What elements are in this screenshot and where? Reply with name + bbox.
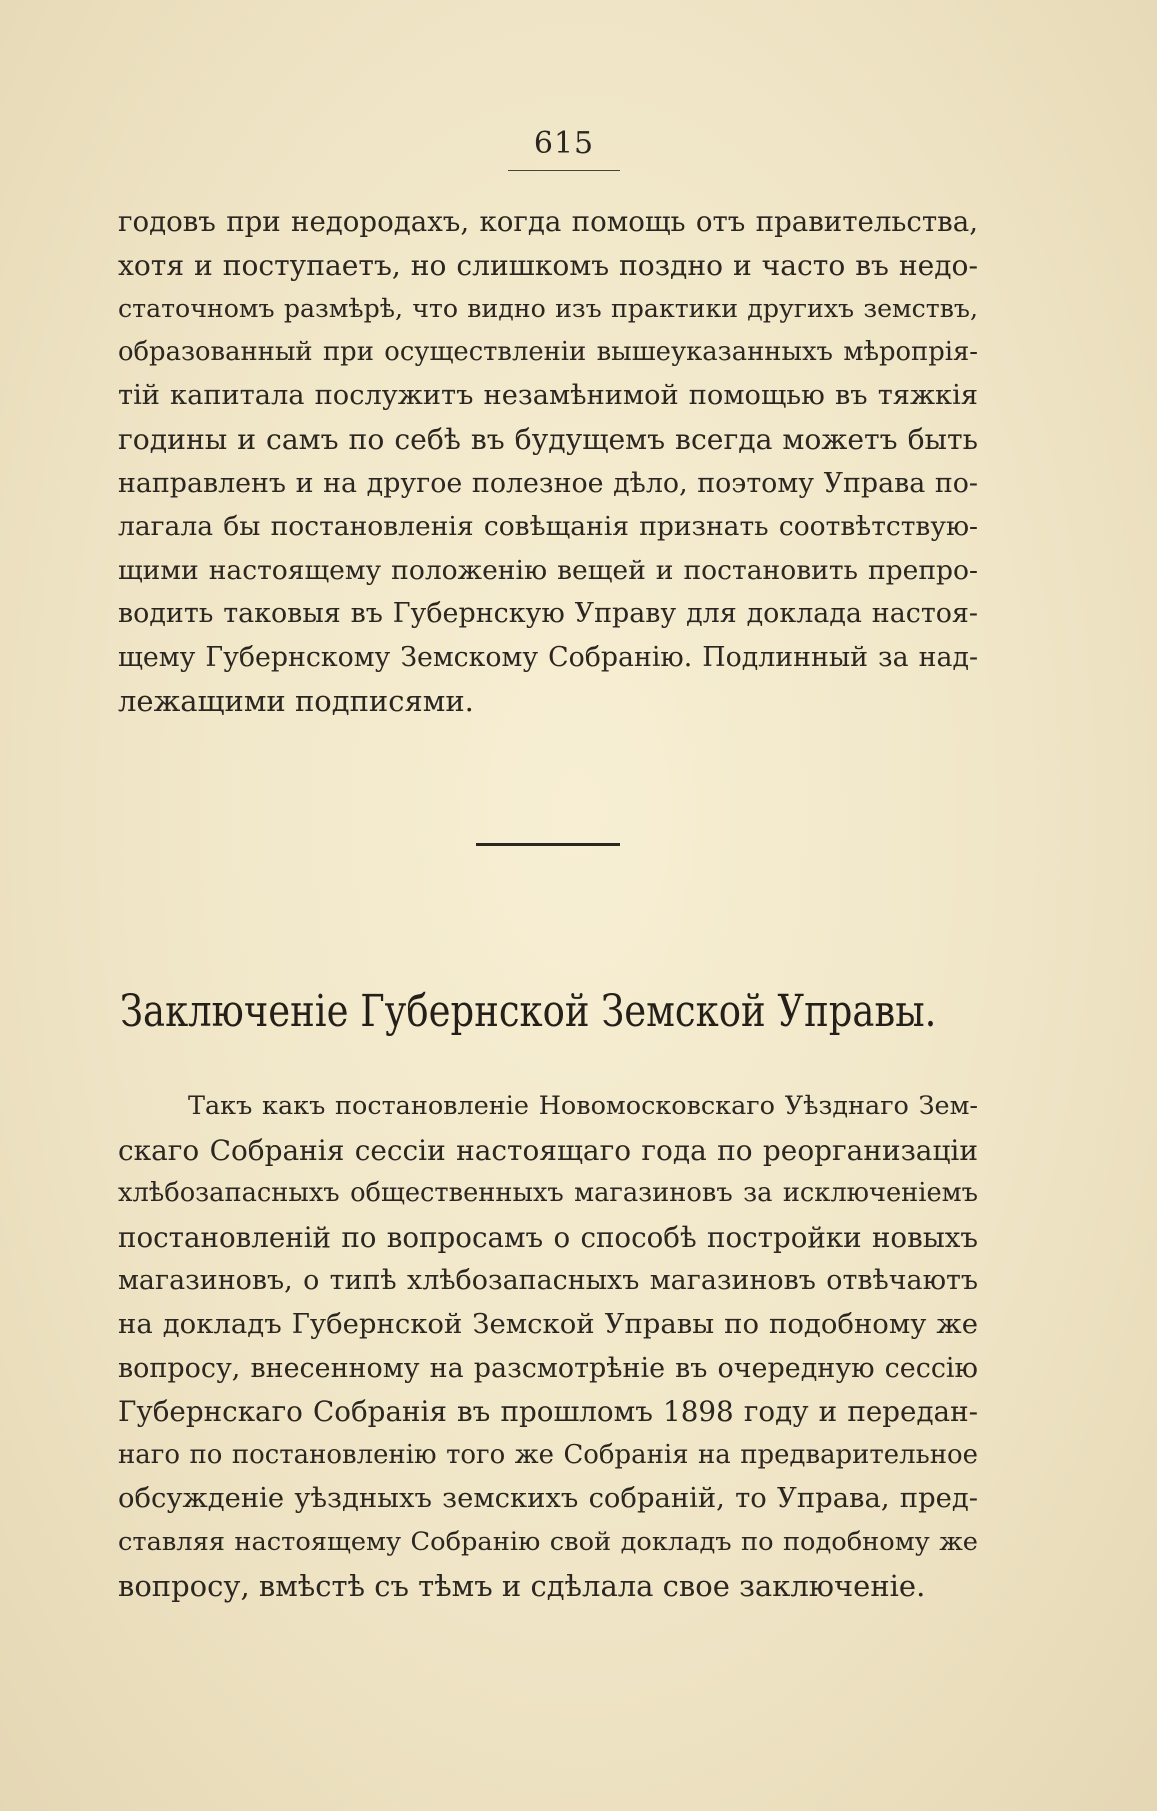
text-line: хлѣбозапасныхъ общественныхъ магазиновъ за исключеніемъ	[118, 1178, 978, 1209]
text-line: Такъ какъ постановленіе Новомосковскаго Уѣзднаго Зем-	[188, 1091, 978, 1121]
section-heading: Заключеніе Губернской Земской Управы.	[120, 986, 937, 1037]
text-line: водить таковыя въ Губернскую Управу для доклада настоя-	[118, 598, 978, 630]
page-number-underline	[508, 170, 620, 171]
text-line: на докладъ Губернской Земской Управы по подобному же	[118, 1307, 978, 1340]
text-line: хотя и поступаетъ, но слишкомъ поздно и часто въ недо-	[118, 248, 978, 282]
text-line: статочномъ размѣрѣ, что видно изъ практики другихъ земствъ,	[118, 294, 978, 324]
text-line: вопросу, вмѣстѣ съ тѣмъ и сдѣлала свое заключеніе.	[118, 1568, 926, 1603]
text-line: щими настоящему положенію вещей и постановить препро-	[118, 554, 978, 586]
text-line: годовъ при недородахъ, когда помощь отъ правительства,	[118, 205, 978, 238]
section-divider	[476, 843, 620, 846]
text-line: лагала бы постановленія совѣщанія признать соотвѣтствую-	[118, 511, 978, 543]
text-line: наго по постановленію того же Собранія на предварительное	[118, 1439, 978, 1470]
text-line: вопросу, внесенному на разсмотрѣніе въ очередную сессію	[118, 1352, 978, 1384]
text-line: постановленій по вопросамъ о способѣ постройки новыхъ	[118, 1220, 978, 1254]
paragraph	[118, 200, 978, 723]
text-line: направленъ и на другое полезное дѣло, поэтому Управа по-	[118, 467, 978, 499]
text-line: годины и самъ по себѣ въ будущемъ всегда можетъ быть	[118, 422, 978, 456]
page-number: 615	[533, 126, 595, 161]
body-text-section-2	[118, 1085, 978, 1608]
text-line: щему Губернскому Земскому Собранію. Подлинный за над-	[118, 641, 978, 673]
text-line: магазиновъ, о типѣ хлѣбозапасныхъ магазиновъ отвѣчаютъ	[118, 1265, 978, 1297]
text-line: обсужденіе уѣздныхъ земскихъ собраній, то Управа, пред-	[118, 1483, 978, 1515]
text-line: образованный при осуществленіи вышеуказанныхъ мѣропрія-	[118, 336, 978, 367]
body-text-section-1	[118, 200, 978, 723]
text-line: Губернскаго Собранія въ прошломъ 1898 году и передан-	[118, 1395, 978, 1429]
text-line: тій капитала послужитъ незамѣнимой помощью въ тяжкія	[118, 380, 978, 412]
text-line: ставляя настоящему Собранію свой докладъ по подобному же	[118, 1526, 978, 1557]
text-line: скаго Собранія сессіи настоящаго года по реорганизаціи	[118, 1133, 978, 1167]
text-line: лежащими подписями.	[118, 683, 474, 718]
paragraph	[118, 1085, 978, 1608]
